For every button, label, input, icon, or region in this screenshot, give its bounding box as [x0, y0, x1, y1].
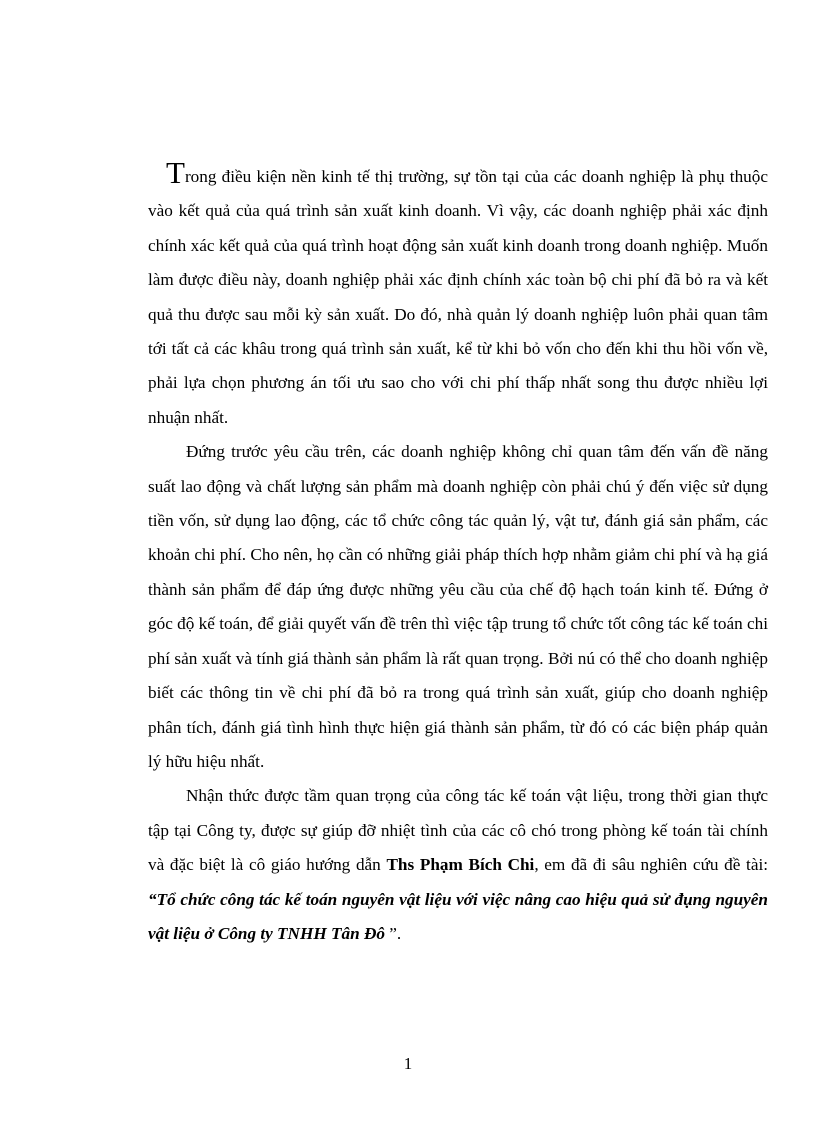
page-number: 1	[403, 1054, 413, 1073]
paragraph-introduction-text: rong điều kiện nền kinh tế thị trường, sự tồn tại của các doanh nghiệp là phụ thuộc vào kết quả của quá trình sản xuất kinh doanh. Vì vậy, các doanh nghiệp phải xác định chính xác kết quả của quá trình hoạt động sản xuất kinh doanh trong doanh nghiệp. Muốn làm được điều này, doanh nghiệp phải xác định chính xác toàn bộ chi phí đã bỏ ra và kết quả thu được sau mỗi kỳ sản xuất. Do đó, nhà quản lý doanh nghiệp luôn phải quan tâm tới tất cả các khâu trong quá trình sản xuất, kể từ khi bỏ vốn cho đến khi thu hồi vốn về, phải lựa chọn phương án tối ưu sao cho với chi phí thấp nhất song thu được nhiều lợi nhuận nhất.	[148, 167, 768, 427]
thesis-middle-text: , em đã đi sâu nghiên cứu đề tài:	[534, 855, 768, 875]
advisor-name: Ths Phạm Bích Chi	[386, 855, 535, 875]
thesis-closing-text: ”.	[384, 923, 402, 943]
thesis-title: “Tổ chức công tác kế toán nguyên vật liệu với việc nâng cao hiệu quả sử đụng nguyên vật liệu ở Công ty TNHH Tân Đô	[148, 889, 768, 943]
paragraph-introduction	[148, 155, 768, 435]
thesis-lead-text: Nhận thức được tầm quan trọng của công tác kế toán vật liệu, trong thời gian thực tập tại Công ty, được sự giúp đỡ nhiệt tình của các cô chó trong phòng kế toán tài chính và đặc biệt là cô giáo hướng dẫn	[148, 786, 768, 875]
paragraph-thesis	[148, 779, 768, 951]
document-body	[148, 155, 768, 951]
paragraph-requirements: Đứng trước yêu cầu trên, các doanh nghiệp không chỉ quan tâm đến vấn đề năng suất lao động và chất lượng sản phẩm mà doanh nghiệp còn phải chú ý đến việc sử dụng tiền vốn, sử dụng lao động, các tổ chức công tác quản lý, vật tư, đánh giá sản phẩm, các khoản chi phí. Cho nên, họ cần có những giải pháp thích hợp nhằm giảm chi phí và hạ giá thành sản phẩm để đáp ứng được những yêu cầu của chế độ hạch toán kinh tế. Đứng ở góc độ kế toán, để giải quyết vấn đề trên thì việc tập trung tổ chức tốt công tác kế toán chi phí sản xuất và tính giá thành sản phẩm là rất quan trọng. Bởi nú có thể cho doanh nghiệp biết các thông tin về chi phí đã bỏ ra trong quá trình sản xuất, giúp cho doanh nghiệp phân tích, đánh giá tình hình thực hiện giá thành sản phẩm, từ đó có các biện pháp quản lý hữu hiệu nhất.	[148, 442, 768, 771]
drop-cap-letter: T	[166, 155, 185, 190]
